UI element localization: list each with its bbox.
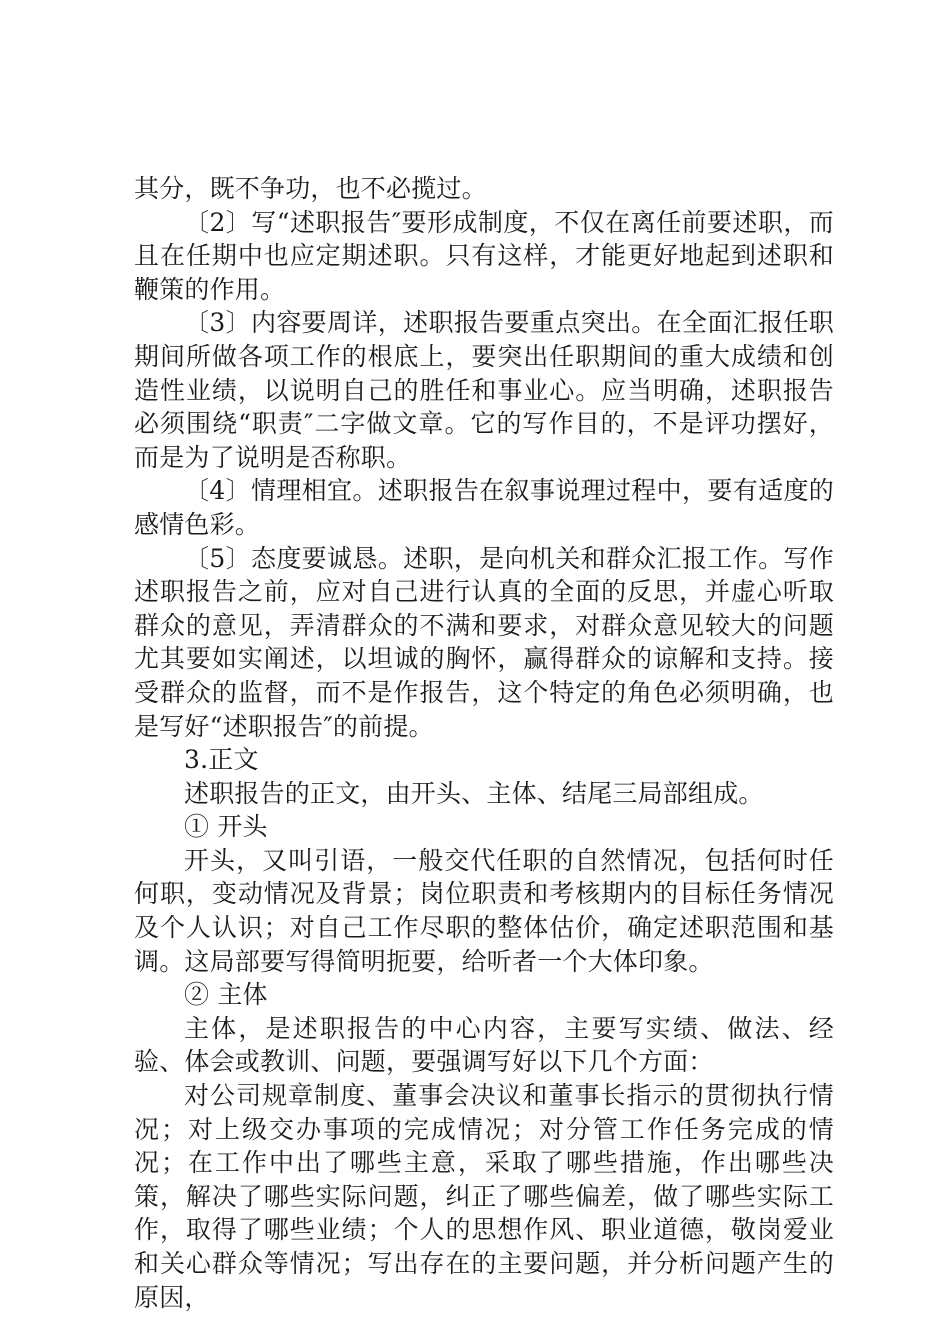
- paragraph-point-5: 〔5〕态度要诚恳。述职，是向机关和群众汇报工作。写作述职报告之前，应对自己进行认真的全面的反思，并虚心听取群众的意见，弄清群众的不满和要求，对群众意见较大的问题尤其要如实阐述，以坦诚的胸怀，赢得群众的谅解和支持。接受群众的监督，而不是作报告，这个特定的角色必须明确，也是写好“述职报告″的前提。: [134, 543, 834, 741]
- section-heading-body: 3.正文: [184, 745, 259, 775]
- paragraph-body-intro: 述职报告的正文，由开头、主体、结尾三局部组成。: [184, 778, 764, 808]
- document-body: [134, 172, 834, 1314]
- paragraph-opening: 开头，又叫引语，一般交代任职的自然情况，包括何时任何职，变动情况及背景；岗位职责和考核期内的目标任务情况及个人认识；对自己工作尽职的整体估价，确定述职范围和基调。这局部要写得简明扼要，给听者一个大体印象。: [134, 845, 834, 976]
- paragraph-point-3: 〔3〕内容要周详，述职报告要重点突出。在全面汇报任职期间所做各项工作的根底上，要突出任职期间的重大成绩和创造性业绩，以说明自己的胜任和事业心。应当明确，述职报告必须围绕“职责″二字做文章。它的写作目的，不是评功摆好，而是为了说明是否称职。: [134, 308, 834, 472]
- paragraph-point-2: 〔2〕写“述职报告″要形成制度，不仅在离任前要述职，而且在任期中也应定期述职。只有这样，才能更好地起到述职和鞭策的作用。: [134, 207, 834, 304]
- paragraph-continuation: 其分，既不争功，也不必揽过。: [134, 174, 487, 203]
- paragraph-main: 主体，是述职报告的中心内容，主要写实绩、做法、经验、体会或教训、问题，要强调写好以下几个方面：: [134, 1013, 834, 1077]
- subheading-opening: ① 开头: [184, 812, 268, 842]
- subheading-main: ② 主体: [184, 980, 268, 1010]
- paragraph-main-details: 对公司规章制度、董事会决议和董事长指示的贯彻执行情况；对上级交办事项的完成情况；对分管工作任务完成的情况；在工作中出了哪些主意，采取了哪些措施，作出哪些决策，解决了哪些实际问题，纠正了哪些偏差，做了哪些实际工作，取得了哪些业绩；个人的思想作风、职业道德，敬岗爱业和关心群众等情况；写出存在的主要问题，并分析问题产生的原因，: [134, 1081, 834, 1312]
- paragraph-point-4: 〔4〕情理相宜。述职报告在叙事说理过程中，要有适度的感情色彩。: [134, 476, 834, 539]
